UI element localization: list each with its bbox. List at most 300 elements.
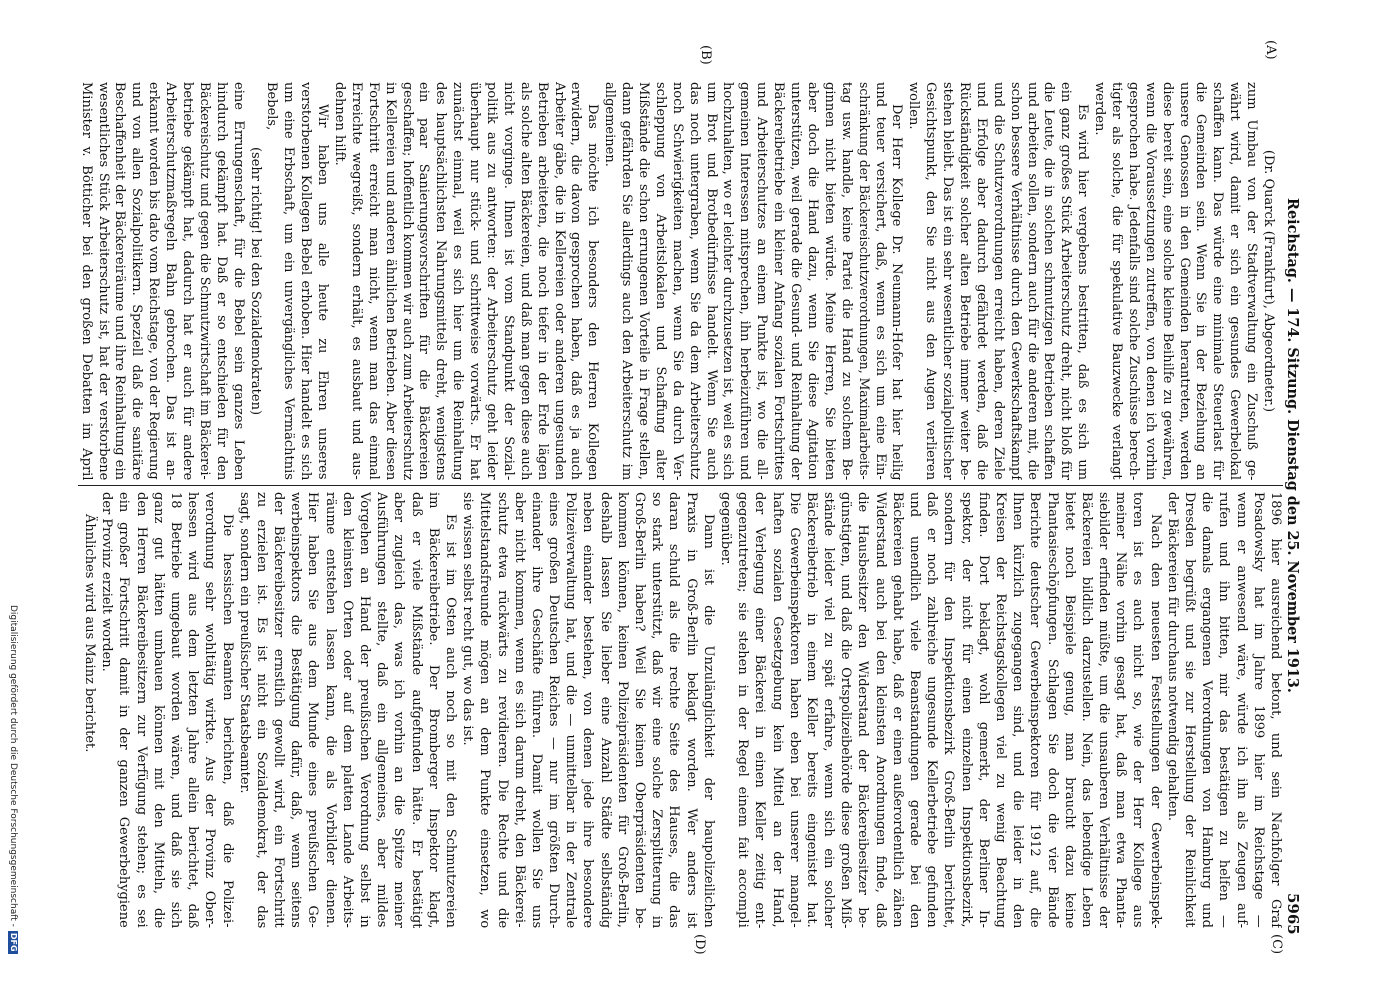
text-line xyxy=(651,82,668,480)
text-line xyxy=(648,492,665,928)
dfg-logo: DFG xyxy=(9,932,19,952)
text-line-content: hochzuhalten, wo er leichter durchzusetzen ist, weil es sich xyxy=(720,82,736,480)
text-line xyxy=(1129,492,1146,928)
text-line-content: Polizeiverwaltung hat, und die — unmittelbar in der Zentrale xyxy=(563,492,579,928)
text-line-content: spektor, der nicht für einen einzelnen Inspektionsbezirk, xyxy=(958,492,974,928)
text-line xyxy=(263,82,280,480)
text-line-content: Bebels, xyxy=(264,82,280,131)
text-line-content: daran schuld als die rechte Seite des Hauses, die das xyxy=(666,492,682,928)
text-line xyxy=(957,492,974,928)
text-line xyxy=(550,82,567,480)
text-line xyxy=(668,82,685,480)
text-line-content: tigter als solche, die für spekulative Bauzwecke verlangt xyxy=(1108,82,1124,480)
text-line xyxy=(685,82,702,480)
digitization-footer xyxy=(6,605,19,995)
text-line-content: Bäckereibetrieb in einem Keller bereits eingenistet hat. xyxy=(803,492,819,928)
text-line xyxy=(1023,82,1040,480)
text-line xyxy=(212,82,229,480)
text-line-content: des hauptsächlichsten Nahrungsmittels dreht, wenigstens xyxy=(433,82,449,480)
text-line xyxy=(533,82,550,480)
text-line xyxy=(837,82,854,480)
text-line xyxy=(81,492,98,928)
text-line-content: Berichte deutscher Gewerbeinspektoren für 1912 auf, die xyxy=(1027,492,1043,928)
text-line xyxy=(1242,82,1259,480)
text-line-content: den kleinsten Orten oder auf dem platten Lande Arbeits- xyxy=(339,492,355,928)
paragraph xyxy=(459,492,717,928)
text-line xyxy=(803,82,820,480)
text-line-content: eine Errungenschaft, für die Bebel sein ganzes Leben xyxy=(230,82,246,480)
text-line xyxy=(236,492,253,928)
text-line xyxy=(545,492,562,928)
text-line xyxy=(94,82,111,480)
text-line-content: in Kellereien und anderen ähnlichen Betrieben. Aber diesen xyxy=(382,82,398,480)
text-line xyxy=(476,492,493,928)
text-line-content: erwidern, die davon gesprochen haben, daß es ja auch xyxy=(568,82,584,480)
text-line xyxy=(493,492,510,928)
text-line-content: die damals ergangenen Verordnungen von Hamburg und xyxy=(1199,492,1215,928)
text-line-content: Bäckereien gehabt habe, daß er einen außerordentlich zähen xyxy=(889,492,905,928)
text-line xyxy=(972,82,989,480)
text-line xyxy=(425,492,442,928)
text-line xyxy=(955,82,972,480)
text-line xyxy=(634,82,651,480)
paragraph xyxy=(81,492,98,928)
text-line xyxy=(1090,82,1107,480)
paragraph xyxy=(77,82,246,480)
text-line-content: Die hessischen Beamten berichten, daß die Polizei- xyxy=(219,514,235,928)
text-line-content: werbeinspektors die Bestätigung dafür, daß, wenn seitens xyxy=(288,492,304,928)
page-number: 5965 xyxy=(1284,893,1302,935)
text-line xyxy=(1043,492,1060,928)
text-line xyxy=(923,492,940,928)
text-line xyxy=(992,492,1009,928)
text-line-content: Hier haben Sie aus dem Munde eines preußischen Ge- xyxy=(305,492,321,928)
text-line-content: 18 Betriebe umgebaut worden wären, und daß sie sich xyxy=(168,492,183,928)
text-line xyxy=(279,82,296,480)
text-line-content: noch Schwierigkeiten machen, wenn Sie da durch Ver- xyxy=(669,82,685,480)
text-line-content: daß er viele Mißstände aufgefunden hätte. Er bestätigt xyxy=(408,492,424,928)
text-line xyxy=(1040,82,1057,480)
text-line-content: Es ist im Osten auch noch so mit den Schmutzereien xyxy=(443,514,458,928)
text-line-content: schaffen kann. Das würde eine minimale Steuerlast für xyxy=(1210,82,1226,480)
text-line-content: zu erzielen ist. Es ist nicht ein Sozialdemokrat, der das xyxy=(253,492,269,928)
text-line-content: eines großen Deutschen Reiches — nur im größten Durch- xyxy=(546,492,562,928)
text-line-content: und Arbeiterschutzes an einem Punkte ist, wo die all- xyxy=(754,82,770,480)
text-line-content: Arbeiter gäbe, die in Kellereien oder anderen ungesunden xyxy=(551,82,567,480)
text-line xyxy=(127,82,144,480)
text-line xyxy=(665,492,682,928)
text-line xyxy=(1225,82,1242,480)
text-line-content: Mittelstandsfreunde mögen an dem Punkte einsetzen, wo xyxy=(477,492,493,928)
text-line-content: deshalb lassen Sie lieber eine Anzahl Städte selbständig xyxy=(597,492,613,928)
text-line-content: erkannt worden bis dato vom Reichstage, von der Regierung xyxy=(146,82,162,480)
text-line xyxy=(734,492,751,928)
text-line xyxy=(1026,492,1043,928)
text-line xyxy=(975,492,992,928)
text-line-content: Mißstände die schon errungenen Vorteile in Frage stellen, xyxy=(636,82,652,480)
text-line xyxy=(339,492,356,928)
text-line xyxy=(719,82,736,480)
text-line xyxy=(600,82,617,480)
paragraph xyxy=(1090,82,1259,480)
text-line-content: Arbeiterschutzmaßregeln Bahn gebrochen. Das ist an- xyxy=(163,82,179,480)
text-line-content: Kreisen der Reichstagskollegen viel zu wenig Beachtung xyxy=(993,492,1008,928)
text-line xyxy=(1198,492,1215,928)
text-line-content: Betrieben arbeiteten, die noch tiefer in der Erde lägen xyxy=(534,82,550,480)
text-line-content: wesentliches Stück Arbeiterschutz ist, hat der verstorbene xyxy=(95,82,111,480)
text-line-content: Es wird hier vergebens bestritten, daß es sich um xyxy=(1075,104,1091,480)
text-line-content: Bäckereischutz und gegen die Schmutzwirtschaft im Bäckerei- xyxy=(196,82,212,480)
text-line xyxy=(1112,492,1129,928)
text-line-content: Praxis in Groß-Berlin beklagt worden. Wer anders ist xyxy=(683,492,699,928)
text-line xyxy=(178,82,195,480)
text-line-content: Der Herr Kollege Dr. Neumann-Hofer hat hier heilig xyxy=(889,104,905,480)
text-line-content: gemeinen Interessen mitsprechen, ihn herbeizuführen und xyxy=(737,82,753,480)
text-line xyxy=(1192,82,1209,480)
text-line-content: finden. Dort beklagt, wohl gemerkt, der Berliner In- xyxy=(975,492,991,928)
text-line-content: Bäckereibetriebe ein kleiner Anfang sozialen Fortschrittes xyxy=(771,82,787,480)
text-line xyxy=(390,492,407,928)
right-text-column xyxy=(81,492,1284,928)
text-line xyxy=(201,492,218,928)
text-line-content: wollen. xyxy=(906,82,922,130)
text-line xyxy=(1124,82,1141,480)
text-line-content: zunächst einmal, weil es sich hier um die Reinhaltung xyxy=(450,82,466,480)
text-line-content: schon bessere Verhältnisse durch den Gewerkschaftskampf xyxy=(1007,82,1023,480)
text-line-content: und Erfolge aber dadurch gefährdet werden, daß die xyxy=(973,82,989,480)
text-line-content: sondern für den Inspektionsbezirk Groß-Berlin berichtet, xyxy=(941,492,957,928)
text-line-content: Gesichtspunkt, den Sie nicht aus den Augen verlieren xyxy=(923,82,939,480)
margin-mark-b: (B) xyxy=(698,45,713,65)
text-line-content: Fortschritt erreicht man nicht, wenn man das einmal xyxy=(365,82,381,480)
text-line xyxy=(786,492,803,928)
text-line-content: dann gefährden Sie allerdings auch den Arbeiterschutz im xyxy=(619,82,635,480)
text-line xyxy=(786,82,803,480)
text-line-content: überhaupt nur stück- und schrittweise vorwärts. Er hat xyxy=(467,82,483,480)
text-line xyxy=(562,492,579,928)
text-line xyxy=(184,492,201,928)
text-line-content: ganz gut hätten umbauen können mit den Mitteln, die xyxy=(150,492,166,928)
text-line-content: Dann ist die Unzulänglichkeit der baupolizeilichen xyxy=(700,514,716,928)
text-line xyxy=(115,492,132,928)
text-line xyxy=(854,82,871,480)
text-line-content: der Bäckereibesitzer ernstlich gewollt wird, ein Fortschritt xyxy=(271,492,287,928)
text-line xyxy=(364,82,381,480)
text-line xyxy=(296,82,313,480)
running-head xyxy=(1259,82,1276,480)
text-line-content: diese bereit sein, eine solche kleine Beihilfe zu gewähren, xyxy=(1159,82,1175,480)
text-line xyxy=(921,82,938,480)
text-line-content: ein ganz großes Stück Arbeiterschutz dreht, nicht bloß für xyxy=(1058,82,1074,480)
footer-text: Digitalisierung gefördert durch die Deutsche Forschungsgemeinschaft - xyxy=(8,605,18,927)
text-line xyxy=(431,82,448,480)
text-line xyxy=(144,82,161,480)
text-line-content: Erreichte wegreißt, sondern erhält, es ausbaut und aus- xyxy=(348,82,364,480)
text-line-content: unsere Genossen in den Gemeinden herantreten, werden xyxy=(1176,82,1192,480)
text-line xyxy=(511,492,528,928)
text-line xyxy=(751,492,768,928)
text-line xyxy=(1107,82,1124,480)
text-line xyxy=(1073,82,1090,480)
text-line-content: als solche alten Bäckereien, und daß man gegen diese auch xyxy=(517,82,533,480)
text-line-content: sie wissen selbst recht gut, wo das ist. xyxy=(460,492,476,746)
text-line xyxy=(1158,82,1175,480)
page-header-title: Reichstag. — 174. Sitzung. Dienstag den 25. November 1913. xyxy=(1284,198,1302,693)
text-line xyxy=(516,82,533,480)
text-line xyxy=(459,492,476,928)
text-line-content: aber nicht kommen, wenn es sich darum dreht, den Bäckerei- xyxy=(511,492,527,928)
text-line-content: Ausführungen stellte, daß ein allgemeines, aber mildes xyxy=(374,492,390,928)
text-line-content: wenn die Voraussetzungen zutreffen, von denen ich vorhin xyxy=(1142,82,1158,480)
text-line xyxy=(803,492,820,928)
text-line-content: politik aus zu antworten: der Arbeiterschutz geht leider xyxy=(484,82,500,480)
text-line xyxy=(1095,492,1112,928)
text-line xyxy=(448,82,465,480)
text-line-content: werden. xyxy=(1092,82,1108,136)
text-line-content: hindurch gekämpft hat. Daß er so entschieden für den xyxy=(213,82,229,480)
text-line-content: um Brot und Brotbedürfnisse handelt. Wenn Sie auch xyxy=(703,82,719,480)
text-line xyxy=(381,82,398,480)
text-line-content: gegenzutreten; sie stehen in der Regel einem fait accompli xyxy=(735,492,751,928)
text-line xyxy=(442,492,459,928)
paragraph xyxy=(263,82,331,480)
text-line-content: die Leute, die in solchen schmutzigen Betrieben schaffen xyxy=(1041,82,1057,480)
text-line-content: währt wird, damit er sich ein gesundes Gewerbelokal xyxy=(1227,82,1243,480)
text-line xyxy=(702,82,719,480)
text-line xyxy=(356,492,373,928)
text-line xyxy=(567,82,584,480)
text-line-content: rufen und ihn bitten, mir das bestätigen zu helfen — xyxy=(1216,492,1232,928)
text-line xyxy=(888,82,905,480)
margin-mark-c: (C) xyxy=(1269,934,1284,955)
text-line-content: gesprochen habe. Jedenfalls sind solche Zuschüsse berech- xyxy=(1125,82,1141,480)
text-line-content: geschaffen; hoffentlich kommen wir auch zum Arbeiterschutz xyxy=(399,82,415,480)
text-line-content: tag usw. handle, keine Partei die Hand zu solchem Be- xyxy=(838,82,854,480)
text-line-content: günstigten, und daß die Ortspolizeibehörde diese großen Miß- xyxy=(838,492,854,928)
text-line-content: schutz etwa rückwärts zu revidieren. Die Rechte und die xyxy=(494,492,510,928)
text-line xyxy=(229,82,246,480)
text-line xyxy=(1208,82,1225,480)
text-line-content: Die Gewerbeinspektoren haben eben bei unserer mangel- xyxy=(786,492,802,928)
text-line-content: und die Schutzverordnungen erreicht haben, deren Ziele xyxy=(990,82,1006,480)
text-line-content: Ihnen kürzlich zugegangen sind, und die leider in den xyxy=(1010,492,1026,928)
text-line-content: siebilder erfinden müßte, um die unsauberen Verhältnisse der xyxy=(1096,492,1112,928)
paragraph xyxy=(904,82,1090,480)
text-line xyxy=(736,82,753,480)
paragraph xyxy=(717,492,1164,928)
text-line xyxy=(150,492,167,928)
text-line-content: Groß-Berlin haben? Weil Sie keinen Oberpräsidenten be- xyxy=(632,492,648,928)
text-line-content: Bäckereien bildlich darzustellen. Nein, das lebendige Leben xyxy=(1078,492,1094,928)
text-line xyxy=(1006,82,1023,480)
text-line xyxy=(132,492,149,928)
text-line-content: stehen bleibt. Das ist ein sehr wesentlicher sozialpolitischer xyxy=(940,82,956,480)
text-line-content: sagt, sondern ein preußischer Staatsbeamter. xyxy=(236,492,252,794)
text-line xyxy=(407,492,424,928)
text-line-content: nicht vorginge. Ihnen ist vom Standpunkt der Sozial- xyxy=(500,82,516,480)
text-line-content: schränkung der Bäckereischutzverordnungen, Maximalarbeits- xyxy=(855,82,871,480)
text-line xyxy=(1056,82,1073,480)
text-line xyxy=(837,492,854,928)
text-line xyxy=(682,492,699,928)
paragraph xyxy=(1164,492,1284,928)
text-line-content: wenn er anwesend wäre, würde ich ihn als Zeugen auf- xyxy=(1233,492,1249,928)
running-head-text: (Dr. Quarck (Frankfurt), Abgeordneter.) xyxy=(1261,149,1276,413)
text-line xyxy=(940,492,957,928)
text-line-content: Rückständigkeit solcher alten Betriebe immer weiter be- xyxy=(956,82,972,480)
text-line-content: allgemeinen. xyxy=(602,82,618,167)
text-line xyxy=(700,492,717,928)
text-line xyxy=(499,82,516,480)
text-line xyxy=(1232,492,1249,928)
text-line-content: toren ist es auch nicht so, wie der Herr Kollege aus xyxy=(1130,492,1146,928)
text-line xyxy=(322,492,339,928)
text-line-content: unterstützen, weil gerade die Gesund- und Reinhaltung der xyxy=(788,82,804,480)
text-line-content: stände leider viel zu spät erfahre, wenn sich ein solcher xyxy=(821,492,837,928)
text-line-content: und teuer versichert, daß, wenn es sich um eine Ein- xyxy=(872,82,888,480)
text-line-content: aber zugleich das, was ich vorhin an die Spitze meiner xyxy=(391,492,407,928)
text-line-content: so stark unterstützt, daß wir eine solche Zersplitterung in xyxy=(649,492,665,928)
text-line xyxy=(820,82,837,480)
text-line xyxy=(938,82,955,480)
text-line xyxy=(597,492,614,928)
text-line xyxy=(871,82,888,480)
text-line xyxy=(1250,492,1267,928)
text-line xyxy=(373,492,390,928)
text-line xyxy=(872,492,889,928)
text-line-content: Vorgehen an Hand der preußischen Verordnung selbst in xyxy=(357,492,373,928)
text-line xyxy=(253,492,270,928)
text-line xyxy=(1141,82,1158,480)
text-line xyxy=(330,82,347,480)
text-line xyxy=(820,492,837,928)
text-line-content: und von allen Sozialpolitikern. Speziell daß die sanitäre xyxy=(129,82,145,480)
text-line-content: hessen wird aus dem letzten Jahre allein berichtet, daß xyxy=(185,492,201,928)
text-line-content: neben einander bestehen, von denen jede ihre besondere xyxy=(580,492,596,928)
text-line-content: ginnen nicht bieten würde. Meine Herren, Sie bieten xyxy=(821,82,837,480)
paragraph xyxy=(600,82,904,480)
text-line xyxy=(415,82,432,480)
text-line xyxy=(167,492,184,928)
paragraph xyxy=(98,492,236,928)
text-line-content: Nach den neuesten Feststellungen der Gewerbeinspek- xyxy=(1147,514,1163,928)
text-line xyxy=(218,492,235,928)
text-line xyxy=(111,82,128,480)
text-line-content: daß er noch zahlreiche ungesunde Kellerbetriebe gefunden xyxy=(924,492,940,928)
page-header xyxy=(1283,198,1302,693)
left-text-column xyxy=(77,82,1276,480)
text-line-content: und unendlich viele Beanstandungen gerade bei den xyxy=(907,492,923,928)
text-line-content: meiner Nähe vorhin gesagt hat, daß man etwa Phanta- xyxy=(1113,492,1129,928)
text-line-content: räume entstehen lassen kann, die als Vorbilder dienen. xyxy=(322,492,338,928)
text-line-content: Beschaffenheit der Bäckereiräume und ihre Reinhaltung ein xyxy=(112,82,128,480)
text-line xyxy=(347,82,364,480)
text-line xyxy=(1215,492,1232,928)
text-line-content: ein paar Sanierungsvorschriften für die Bäckereien xyxy=(416,82,432,480)
text-line xyxy=(398,82,415,480)
text-line xyxy=(77,82,94,480)
text-line-content: um eine Erbschaft, um ein unvergängliches Vermächtnis xyxy=(281,82,297,480)
text-line xyxy=(304,492,321,928)
paragraph xyxy=(246,82,263,480)
text-line xyxy=(769,82,786,480)
text-line-content: Minister v. Bötticher bei den großen Debatten im April xyxy=(78,82,94,480)
text-line xyxy=(195,82,212,480)
text-line-content: und arbeiten sollen, sondern auch für die anderen mit, die xyxy=(1024,82,1040,480)
text-line xyxy=(617,82,634,480)
text-line xyxy=(854,492,871,928)
text-line xyxy=(1078,492,1095,928)
column-divider xyxy=(78,485,1283,486)
text-line xyxy=(1181,492,1198,928)
text-line xyxy=(465,82,482,480)
text-line-content: kommen können, keinen Polizeipräsidenten für Groß-Berlin, xyxy=(614,492,630,928)
text-line xyxy=(1147,492,1164,928)
text-line xyxy=(161,82,178,480)
text-line xyxy=(270,492,287,928)
text-line-content: 1896 hier ausreichend betont, und sein Nachfolger Graf xyxy=(1268,492,1283,928)
margin-mark-a: (A) xyxy=(1263,40,1278,60)
text-line xyxy=(1009,492,1026,928)
text-line xyxy=(906,492,923,928)
text-line-content: die Gemeinden sein. Wenn Sie in der Beziehung an xyxy=(1193,82,1209,480)
text-line-content: Das möchte ich besonders den Herren Kollegen xyxy=(585,104,601,480)
text-line-content: gegenüber. xyxy=(718,492,733,566)
paragraph xyxy=(236,492,459,928)
text-line xyxy=(631,492,648,928)
text-line-content: (sehr richtig! bei den Sozialdemokraten) xyxy=(247,146,263,416)
text-line-content: verstorbenen Kollegen Bebel erhoben. Hier handelt es sich xyxy=(298,82,314,480)
text-line xyxy=(528,492,545,928)
text-line-content: dehnen hilft. xyxy=(332,82,348,166)
text-line-content: die Hausbesitzer den Widerstand der Bäckereibesitzer be- xyxy=(855,492,871,928)
text-line-content: haften sozialen Gesetzgebung kein Mittel an der Hand, xyxy=(769,492,785,928)
text-line-content: aber doch die Hand dazu, wenn Sie diese Agitation xyxy=(804,82,820,480)
text-line-content: der Provinz erzielt worden. xyxy=(99,492,115,672)
text-line-content: das noch untergraben, wenn Sie da dem Arbeiterschutz xyxy=(686,82,702,480)
text-line-content: Dresden begrüßt und sie zur Herstellung der Reinlichkeit xyxy=(1182,492,1198,928)
text-line xyxy=(717,492,734,928)
text-line-content: der Bäckereien für durchaus notwendig gehalten. xyxy=(1164,492,1180,822)
text-line-content: betriebe gekämpft hat, dadurch hat er auch für andere xyxy=(180,82,195,480)
text-line xyxy=(246,82,263,480)
text-line xyxy=(889,492,906,928)
text-line-content: im Bäckereibetriebe. Der Bromberger Inspektor klagt, xyxy=(425,492,441,928)
margin-mark-d: (D) xyxy=(692,934,707,955)
text-line xyxy=(98,492,115,928)
text-line-content: verordnung sehr wohltätig wirkte. Aus der Provinz Ober- xyxy=(202,492,218,928)
text-line-content: Wir haben uns alle heute zu Ehren unseres xyxy=(315,104,331,480)
text-line-content: einander ihre Geschäfte führen. Damit wollen Sie uns xyxy=(528,492,544,928)
text-line xyxy=(482,82,499,480)
text-line-content: zum Umbau von der Stadtverwaltung ein Zuschuß ge- xyxy=(1244,82,1260,480)
text-line-content: Ähnliches wird aus Mainz berichtet. xyxy=(82,514,98,753)
text-line xyxy=(1267,492,1284,928)
text-line xyxy=(1061,492,1078,928)
text-line xyxy=(287,492,304,928)
text-line xyxy=(752,82,769,480)
text-line-content: Widerstand auch bei den kleinsten Anordnungen finde, daß xyxy=(872,492,888,928)
text-line xyxy=(1164,492,1181,928)
text-line-content: den Herren Bäckereibesitzern zur Verfügung stehen; es sei xyxy=(133,492,149,928)
paragraph xyxy=(330,82,600,480)
text-line xyxy=(768,492,785,928)
text-line-content: Phantasieschöpfungen. Schlagen Sie doch die vier Bände xyxy=(1044,492,1060,928)
text-line xyxy=(583,82,600,480)
text-line xyxy=(313,82,330,480)
text-line-content: der Verlegung einer Bäckerei in einen Keller zeitig ent- xyxy=(752,492,768,928)
text-line xyxy=(904,82,921,480)
